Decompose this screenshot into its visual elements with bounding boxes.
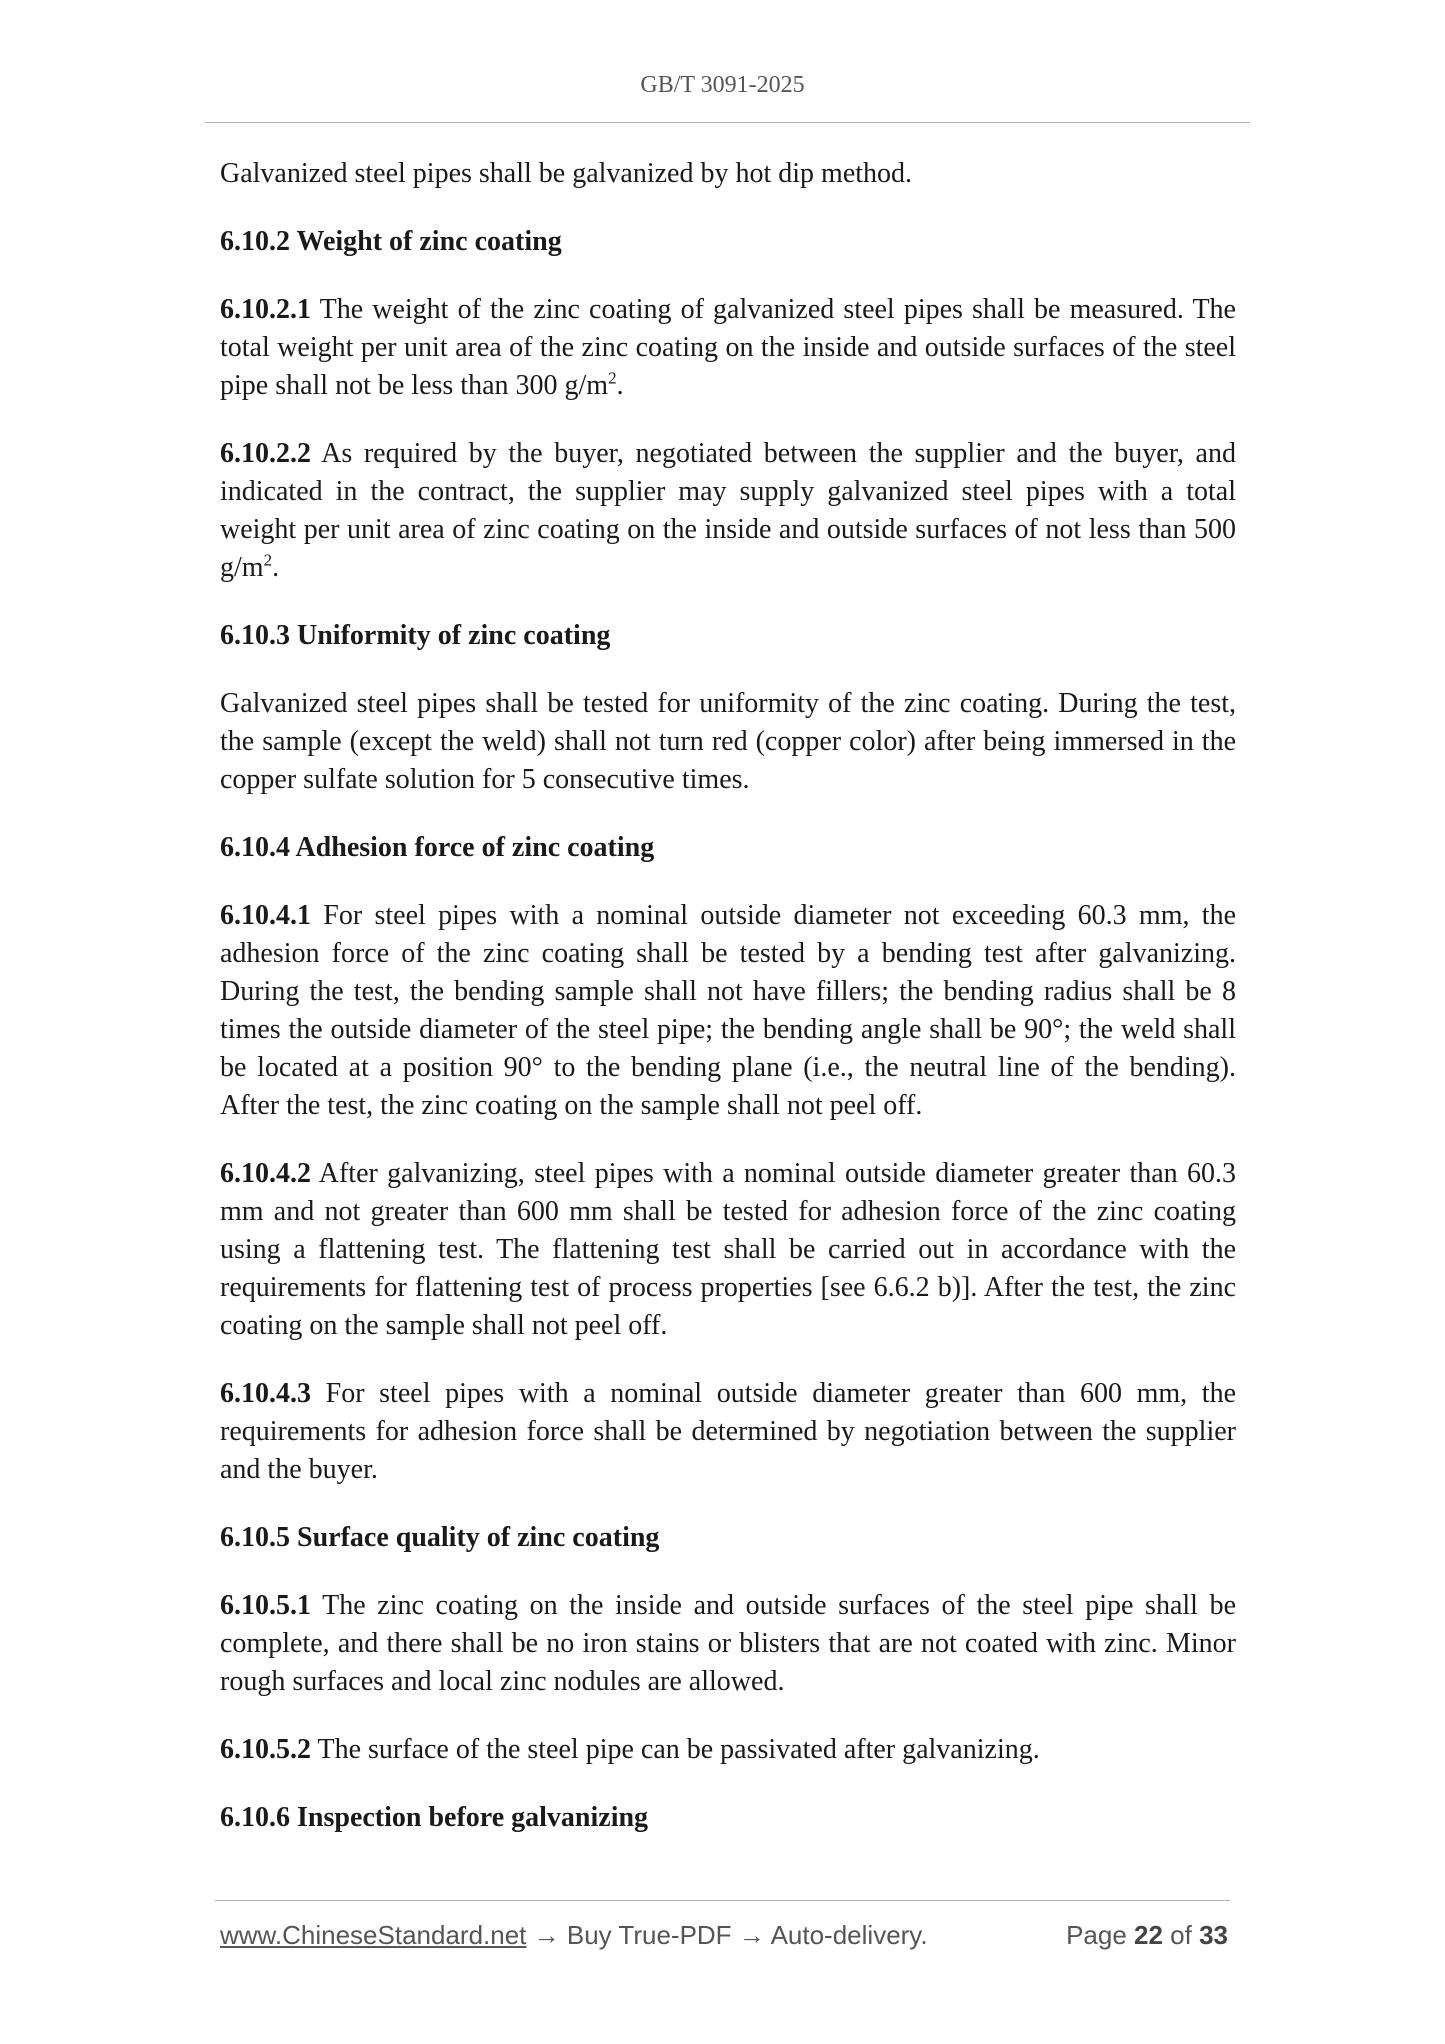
clause-6-10-2-1 (220, 291, 1236, 405)
clause-6-10-5-2 (220, 1731, 1236, 1769)
clause-6-10-5-1 (220, 1587, 1236, 1701)
of-label: of (1162, 1920, 1200, 1950)
clause-6-10-4-3 (220, 1375, 1236, 1489)
page-body (220, 155, 1236, 1867)
page-number: 22 (1134, 1920, 1163, 1950)
clause-text: The zinc coating on the inside and outside surfaces of the steel pipe shall be complete, and there shall be no iron stains or blisters that are not coated with zinc. Minor rough surfaces and local zinc nodules are allowed. (220, 1590, 1236, 1697)
clause-text: For steel pipes with a nominal outside diameter not exceeding 60.3 mm, the adhesion force of the zinc coating shall be tested by a bending test after galvanizing. During the test, the bending sample shall not have fillers; the bending radius shall be 8 times the outside diameter of the steel pipe; the bending angle shall be 90°; the weld shall be located at a position 90° to the bending plane (i.e., the neutral line of the bending). After the test, the zinc coating on the sample shall not peel off. (220, 900, 1236, 1121)
clause-text: The surface of the steel pipe can be passivated after galvanizing. (311, 1734, 1040, 1765)
heading-6-10-6: 6.10.6 Inspection before galvanizing (220, 1802, 649, 1833)
clause-number: 6.10.5.2 (220, 1734, 311, 1765)
superscript: 2 (608, 368, 617, 388)
clause-end: . (616, 370, 624, 401)
clause-6-10-4-1 (220, 897, 1236, 1125)
clause-6-10-2-2 (220, 435, 1236, 587)
footer-divider (215, 1900, 1230, 1901)
heading-6-10-2: 6.10.2 Weight of zinc coating (220, 226, 562, 257)
footer-promo (220, 1920, 928, 1951)
clause-number: 6.10.5.1 (220, 1590, 311, 1621)
page-total: 33 (1199, 1920, 1228, 1950)
clause-number: 6.10.4.3 (220, 1378, 311, 1409)
heading-6-10-3: 6.10.3 Uniformity of zinc coating (220, 620, 611, 651)
heading-6-10-5: 6.10.5 Surface quality of zinc coating (220, 1522, 660, 1553)
header-divider (205, 122, 1250, 123)
promo-text: → Buy True-PDF → Auto-delivery. (526, 1920, 928, 1950)
clause-6-10-3: Galvanized steel pipes shall be tested for uniformity of the zinc coating. During the test, the sample (except the weld) shall not turn red (copper color) after being immersed in the copper sulfate solution for 5 consecutive times. (220, 688, 1236, 795)
heading-6-10-4: 6.10.4 Adhesion force of zinc coating (220, 832, 655, 863)
clause-text: After galvanizing, steel pipes with a nominal outside diameter greater than 60.3 mm and not greater than 600 mm shall be tested for adhesion force of the zinc coating using a flattening test. The flattening test shall be carried out in accordance with the requirements for flattening test of process properties [see 6.6.2 b)]. After the test, the zinc coating on the sample shall not peel off. (220, 1158, 1236, 1341)
clause-text: As required by the buyer, negotiated between the supplier and the buyer, and indicated in the contract, the supplier may supply galvanized steel pipes with a total weight per unit area of zinc coating on the inside and outside surfaces of not less than 500 g/m (220, 438, 1236, 583)
superscript: 2 (263, 550, 273, 570)
clause-end: . (272, 552, 280, 583)
clause-number: 6.10.2.1 (220, 294, 311, 325)
clause-6-10-4-2 (220, 1155, 1236, 1345)
intro-paragraph: Galvanized steel pipes shall be galvanized by hot dip method. (220, 158, 913, 189)
clause-text: The weight of the zinc coating of galvanized steel pipes shall be measured. The total weight per unit area of the zinc coating on the inside and outside surfaces of the steel pipe shall not be less than 300 g/m (220, 294, 1236, 401)
page-footer (220, 1920, 1228, 1951)
page-counter (1066, 1920, 1228, 1951)
clause-number: 6.10.2.2 (220, 438, 311, 469)
clause-number: 6.10.4.1 (220, 900, 311, 931)
page-label: Page (1066, 1920, 1135, 1950)
clause-number: 6.10.4.2 (220, 1158, 311, 1189)
document-code-header: GB/T 3091-2025 (640, 72, 805, 98)
clause-text: For steel pipes with a nominal outside diameter greater than 600 mm, the requirements for adhesion force shall be determined by negotiation between the supplier and the buyer. (220, 1378, 1236, 1485)
website-link[interactable]: www.ChineseStandard.net (220, 1920, 527, 1950)
